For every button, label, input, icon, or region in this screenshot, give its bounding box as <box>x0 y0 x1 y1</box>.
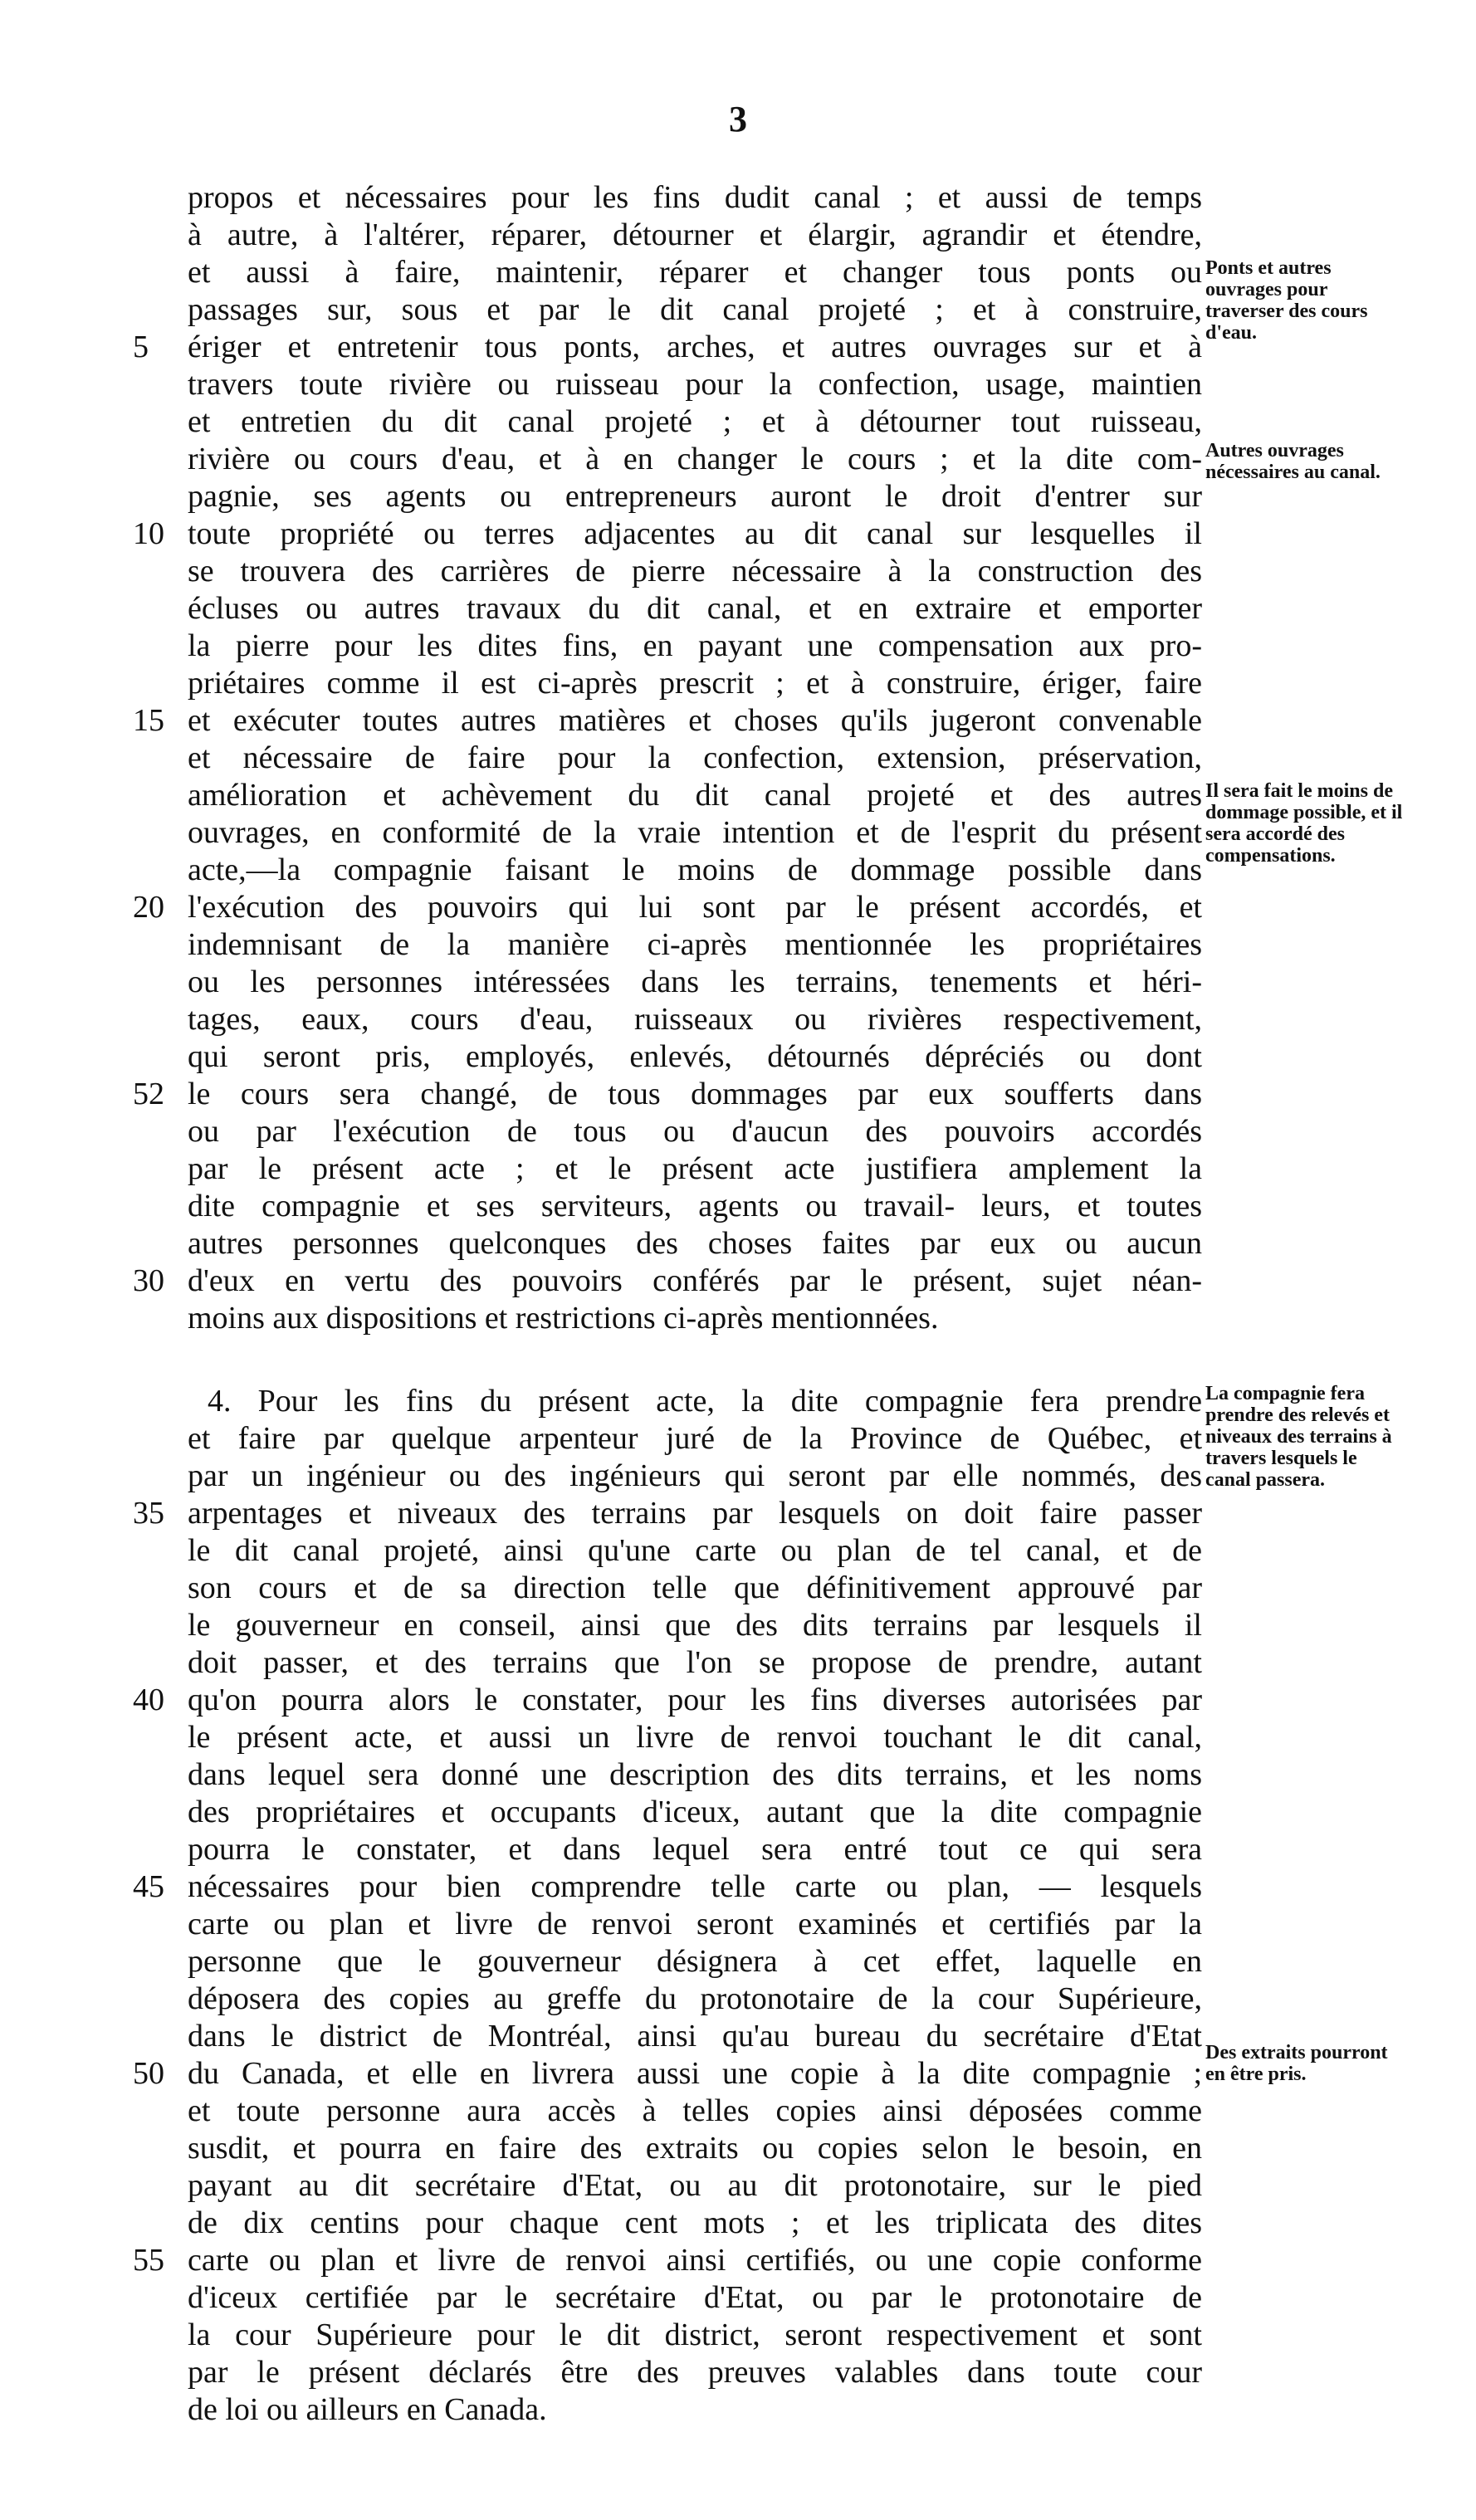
page-number: 3 <box>729 99 747 139</box>
text-line: son cours et de sa direction telle que définitivement approuvé par <box>188 1570 1202 1605</box>
text-line: le cours sera changé, de tous dommages par eux soufferts dans <box>188 1077 1202 1111</box>
text-line: nécessaires pour bien comprendre telle carte ou plan, — lesquels <box>188 1869 1202 1904</box>
text-line: par le présent déclarés être des preuves valables dans toute cour <box>188 2355 1202 2390</box>
text-line: ouvrages, en conformité de la vraie intention et de l'esprit du présent <box>188 815 1202 850</box>
text-line: pourra le constater, et dans lequel sera entré tout ce qui sera <box>188 1832 1202 1867</box>
margin-note: Des extraits pourront en être pris. <box>1205 2042 1388 2085</box>
line-number: 55 <box>133 2243 164 2278</box>
section-4-first-line: 4. Pour les fins du présent acte, la dite compagnie fera prendre <box>208 1384 1202 1419</box>
text-line: personne que le gouverneur désignera à cet effet, laquelle en <box>188 1944 1202 1979</box>
line-number: 50 <box>133 2056 164 2091</box>
text-line: autres personnes quelconques des choses faites par eux ou aucun <box>188 1226 1202 1261</box>
line-number: 10 <box>133 516 164 551</box>
text-line: dans lequel sera donné une description des dits terrains, et les noms <box>188 1757 1202 1792</box>
text-line: dite compagnie et ses serviteurs, agents ou travail- leurs, et toutes <box>188 1189 1202 1223</box>
line-number: 30 <box>133 1263 164 1298</box>
text-line: se trouvera des carrières de pierre nécessaire à la construction des <box>188 554 1202 588</box>
text-line: l'exécution des pouvoirs qui lui sont par le présent accordés, et <box>188 890 1202 925</box>
text-line: et exécuter toutes autres matières et choses qu'ils jugeront convenable <box>188 703 1202 738</box>
text-line: et toute personne aura accès à telles copies ainsi déposées comme <box>188 2093 1202 2128</box>
text-line: susdit, et pourra en faire des extraits ou copies selon le besoin, en <box>188 2131 1202 2166</box>
text-line: du Canada, et elle en livrera aussi une copie à la dite compagnie ; <box>188 2056 1202 2091</box>
text-line: passages sur, sous et par le dit canal projeté ; et à construire, <box>188 292 1202 327</box>
text-line: priétaires comme il est ci-après prescrit ; et à construire, ériger, faire <box>188 666 1202 701</box>
line-number: 35 <box>133 1496 164 1531</box>
text-line: qu'on pourra alors le constater, pour les fins diverses autorisées par <box>188 1682 1202 1717</box>
margin-note: Autres ouvrages nécessaires au canal. <box>1205 440 1381 483</box>
text-line: travers toute rivière ou ruisseau pour la confection, usage, maintien <box>188 367 1202 402</box>
text-line: indemnisant de la manière ci-après mentionnée les propriétaires <box>188 927 1202 962</box>
margin-note: Il sera fait le moins de dommage possible, et il sera accordé des compensations. <box>1205 780 1403 867</box>
text-line: carte ou plan et livre de renvoi seront examinés et certifiés par la <box>188 1907 1202 1941</box>
text-line: moins aux dispositions et restrictions ci-après mentionnées. <box>188 1301 939 1336</box>
text-line: tages, eaux, cours d'eau, ruisseaux ou rivières respectivement, <box>188 1002 1202 1037</box>
line-number: 52 <box>133 1077 164 1111</box>
text-line: et faire par quelque arpenteur juré de la Province de Québec, et <box>188 1421 1202 1456</box>
text-line: déposera des copies au greffe du protonotaire de la cour Supérieure, <box>188 1981 1202 2016</box>
line-number: 45 <box>133 1869 164 1904</box>
line-number: 20 <box>133 890 164 925</box>
text-line: doit passer, et des terrains que l'on se propose de prendre, autant <box>188 1645 1202 1680</box>
text-line: ériger et entretenir tous ponts, arches, et autres ouvrages sur et à <box>188 330 1202 364</box>
text-line: ou par l'exécution de tous ou d'aucun des pouvoirs accordés <box>188 1114 1202 1149</box>
line-number: 40 <box>133 1682 164 1717</box>
text-line: pagnie, ses agents ou entrepreneurs auront le droit d'entrer sur <box>188 479 1202 514</box>
text-line: et nécessaire de faire pour la confection, extension, préservation, <box>188 740 1202 775</box>
text-line: par le présent acte ; et le présent acte justifiera amplement la <box>188 1151 1202 1186</box>
text-line: le présent acte, et aussi un livre de renvoi touchant le dit canal, <box>188 1720 1202 1755</box>
text-line: amélioration et achèvement du dit canal projeté et des autres <box>188 778 1202 813</box>
margin-note: Ponts et autres ouvrages pour traverser des cours d'eau. <box>1205 257 1368 344</box>
text-line: écluses ou autres travaux du dit canal, et en extraire et emporter <box>188 591 1202 626</box>
text-line: toute propriété ou terres adjacentes au dit canal sur lesquelles il <box>188 516 1202 551</box>
text-line: rivière ou cours d'eau, et à en changer le cours ; et la dite com- <box>188 442 1202 476</box>
text-line: et entretien du dit canal projeté ; et à détourner tout ruisseau, <box>188 404 1202 439</box>
text-line: d'eux en vertu des pouvoirs conférés par le présent, sujet néan- <box>188 1263 1202 1298</box>
text-line: le dit canal projeté, ainsi qu'une carte ou plan de tel canal, et de <box>188 1533 1202 1568</box>
line-number: 5 <box>133 330 149 364</box>
text-line: la cour Supérieure pour le dit district, seront respectivement et sont <box>188 2317 1202 2352</box>
text-line: carte ou plan et livre de renvoi ainsi certifiés, ou une copie conforme <box>188 2243 1202 2278</box>
text-line: des propriétaires et occupants d'iceux, autant que la dite compagnie <box>188 1795 1202 1829</box>
text-line: arpentages et niveaux des terrains par lesquels on doit faire passer <box>188 1496 1202 1531</box>
text-line: acte,—la compagnie faisant le moins de dommage possible dans <box>188 852 1202 887</box>
text-line: à autre, à l'altérer, réparer, détourner et élargir, agrandir et étendre, <box>188 217 1202 252</box>
text-line: ou les personnes intéressées dans les terrains, tenements et héri- <box>188 965 1202 999</box>
text-line: payant au dit secrétaire d'Etat, ou au dit protonotaire, sur le pied <box>188 2168 1202 2203</box>
margin-note: La compagnie fera prendre des relevés et niveaux des terrains à travers lesquels le canal passera. <box>1205 1383 1392 1491</box>
text-line: dans le district de Montréal, ainsi qu'au bureau du secrétaire d'Etat <box>188 2019 1202 2054</box>
text-line: propos et nécessaires pour les fins dudit canal ; et aussi de temps <box>188 180 1202 215</box>
text-line: de dix centins pour chaque cent mots ; et les triplicata des dites <box>188 2205 1202 2240</box>
text-line: d'iceux certifiée par le secrétaire d'Etat, ou par le protonotaire de <box>188 2280 1202 2315</box>
line-number: 15 <box>133 703 164 738</box>
text-line: la pierre pour les dites fins, en payant une compensation aux pro- <box>188 628 1202 663</box>
text-line: de loi ou ailleurs en Canada. <box>188 2392 547 2427</box>
text-line: le gouverneur en conseil, ainsi que des dits terrains par lesquels il <box>188 1608 1202 1643</box>
text-line: qui seront pris, employés, enlevés, détournés dépréciés ou dont <box>188 1039 1202 1074</box>
text-line: par un ingénieur ou des ingénieurs qui seront par elle nommés, des <box>188 1458 1202 1493</box>
text-line: et aussi à faire, maintenir, réparer et changer tous ponts ou <box>188 255 1202 290</box>
